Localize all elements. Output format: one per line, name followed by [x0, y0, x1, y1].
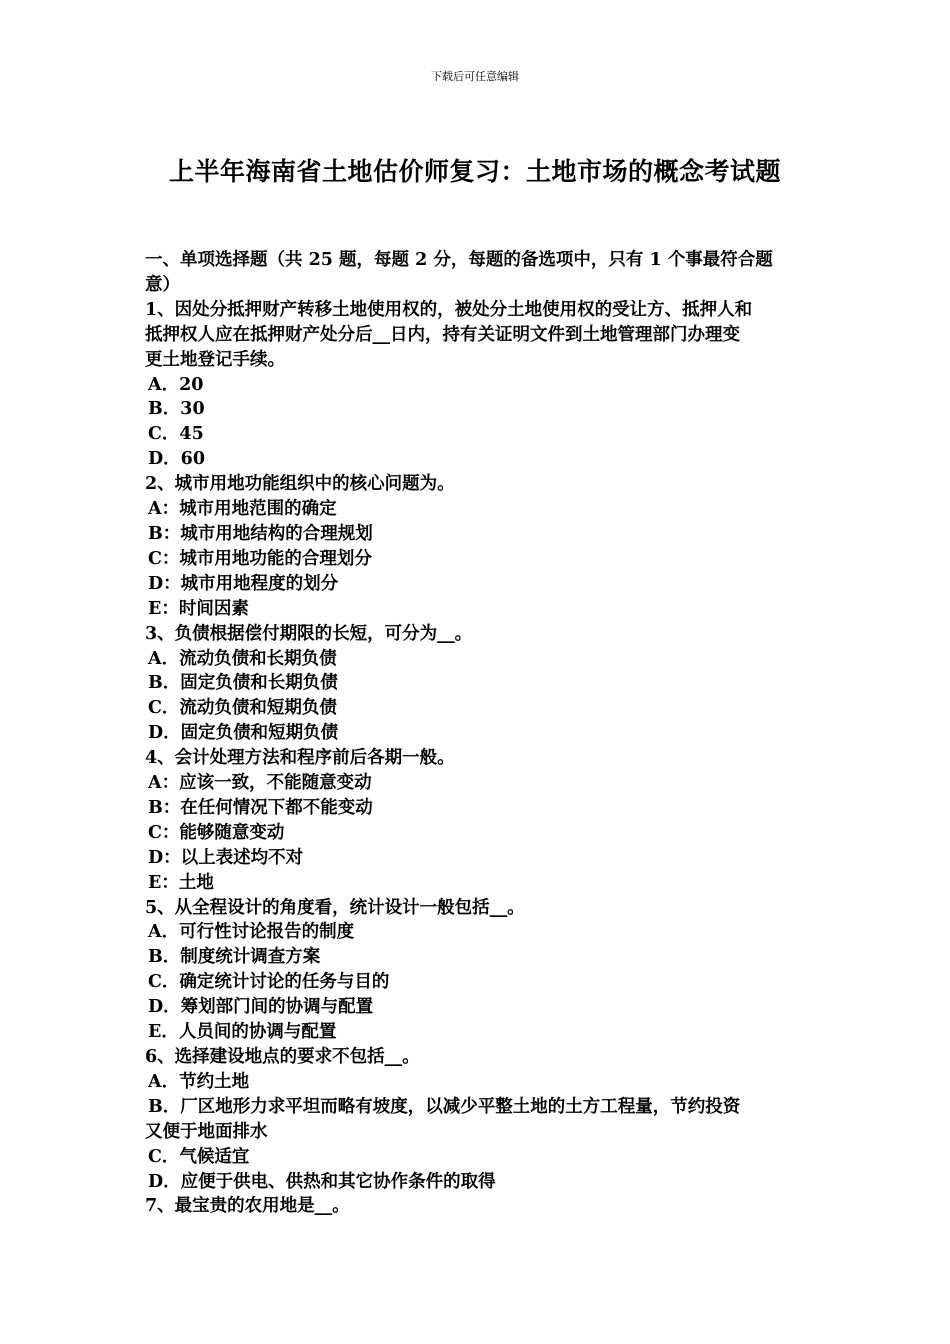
- question-2-option-e: E：时间因素: [148, 598, 249, 619]
- page-header: 下载后可任意编辑: [431, 70, 519, 83]
- question-4-option-d: D：以上表述均不对: [148, 847, 304, 868]
- question-1-line-3: 更土地登记手续。: [145, 349, 285, 370]
- question-6-option-c: C．气候适宜: [148, 1146, 250, 1167]
- question-5-option-b: B．制度统计调查方案: [148, 947, 321, 968]
- question-3-option-c: C．流动负债和短期负债: [148, 698, 337, 719]
- question-1-line-2: 抵押权人应在抵押财产处分后__日内，持有关证明文件到土地管理部门办理变: [145, 324, 740, 345]
- question-6-line-1: 6、选择建设地点的要求不包括__。: [145, 1047, 420, 1067]
- question-3-option-a: A．流动负债和长期负债: [148, 648, 337, 669]
- question-2-option-a: A：城市用地范围的确定: [148, 499, 337, 520]
- question-5-line-1: 5、从全程设计的角度看，统计设计一般包括__。: [145, 897, 525, 918]
- question-4-option-e: E：土地: [148, 872, 214, 893]
- question-2-option-b: B：城市用地结构的合理规划: [148, 523, 373, 544]
- section-heading-line-1: 一、单项选择题（共 25 题，每题 2 分，每题的备选项中，只有 1 个事最符合题: [145, 250, 773, 270]
- question-4-option-a: A：应该一致，不能随意变动: [148, 773, 372, 794]
- question-6-option-b: B．厂区地形力求平坦而略有坡度，以减少平整土地的土方工程量，节约投资: [148, 1096, 741, 1117]
- question-7-line-1: 7、最宝贵的农用地是__。: [145, 1196, 350, 1217]
- question-6-option-d: D．应便于供电、供热和其它协作条件的取得: [148, 1171, 496, 1192]
- question-6-option-b-continued: 又便于地面排水: [145, 1121, 268, 1142]
- question-5-option-e: E．人员间的协调与配置: [148, 1022, 337, 1043]
- question-5-option-a: A．可行性讨论报告的制度: [148, 922, 355, 943]
- document-title: 上半年海南省土地估价师复习：土地市场的概念考试题: [168, 157, 781, 186]
- document-body: [145, 248, 810, 1219]
- question-2-line-1: 2、城市用地功能组织中的核心问题为。: [145, 474, 455, 495]
- question-5-option-c: C．确定统计讨论的任务与目的: [148, 972, 390, 993]
- question-3-option-d: D．固定负债和短期负债: [148, 723, 339, 744]
- question-6-option-a: A．节约土地: [148, 1071, 250, 1092]
- question-1-option-a: A．20: [148, 374, 204, 395]
- question-2-option-d: D：城市用地程度的划分: [148, 573, 339, 594]
- question-1-option-c: C．45: [148, 424, 204, 445]
- question-1-line-1: 1、因处分抵押财产转移土地使用权的，被处分土地使用权的受让方、抵押人和: [145, 299, 753, 320]
- question-1-option-d: D．60: [148, 449, 206, 470]
- question-1-option-b: B．30: [148, 399, 205, 420]
- question-3-option-b: B．固定负债和长期负债: [148, 673, 338, 694]
- question-4-line-1: 4、会计处理方法和程序前后各期一般。: [145, 748, 455, 769]
- question-4-option-c: C：能够随意变动: [148, 822, 285, 843]
- question-2-option-c: C：城市用地功能的合理划分: [148, 548, 372, 569]
- section-heading-line-2: 意）: [145, 274, 180, 295]
- question-3-line-1: 3、负债根据偿付期限的长短，可分为__。: [145, 623, 473, 644]
- question-4-option-b: B：在任何情况下都不能变动: [148, 797, 373, 818]
- question-5-option-d: D．筹划部门间的协调与配置: [148, 997, 374, 1018]
